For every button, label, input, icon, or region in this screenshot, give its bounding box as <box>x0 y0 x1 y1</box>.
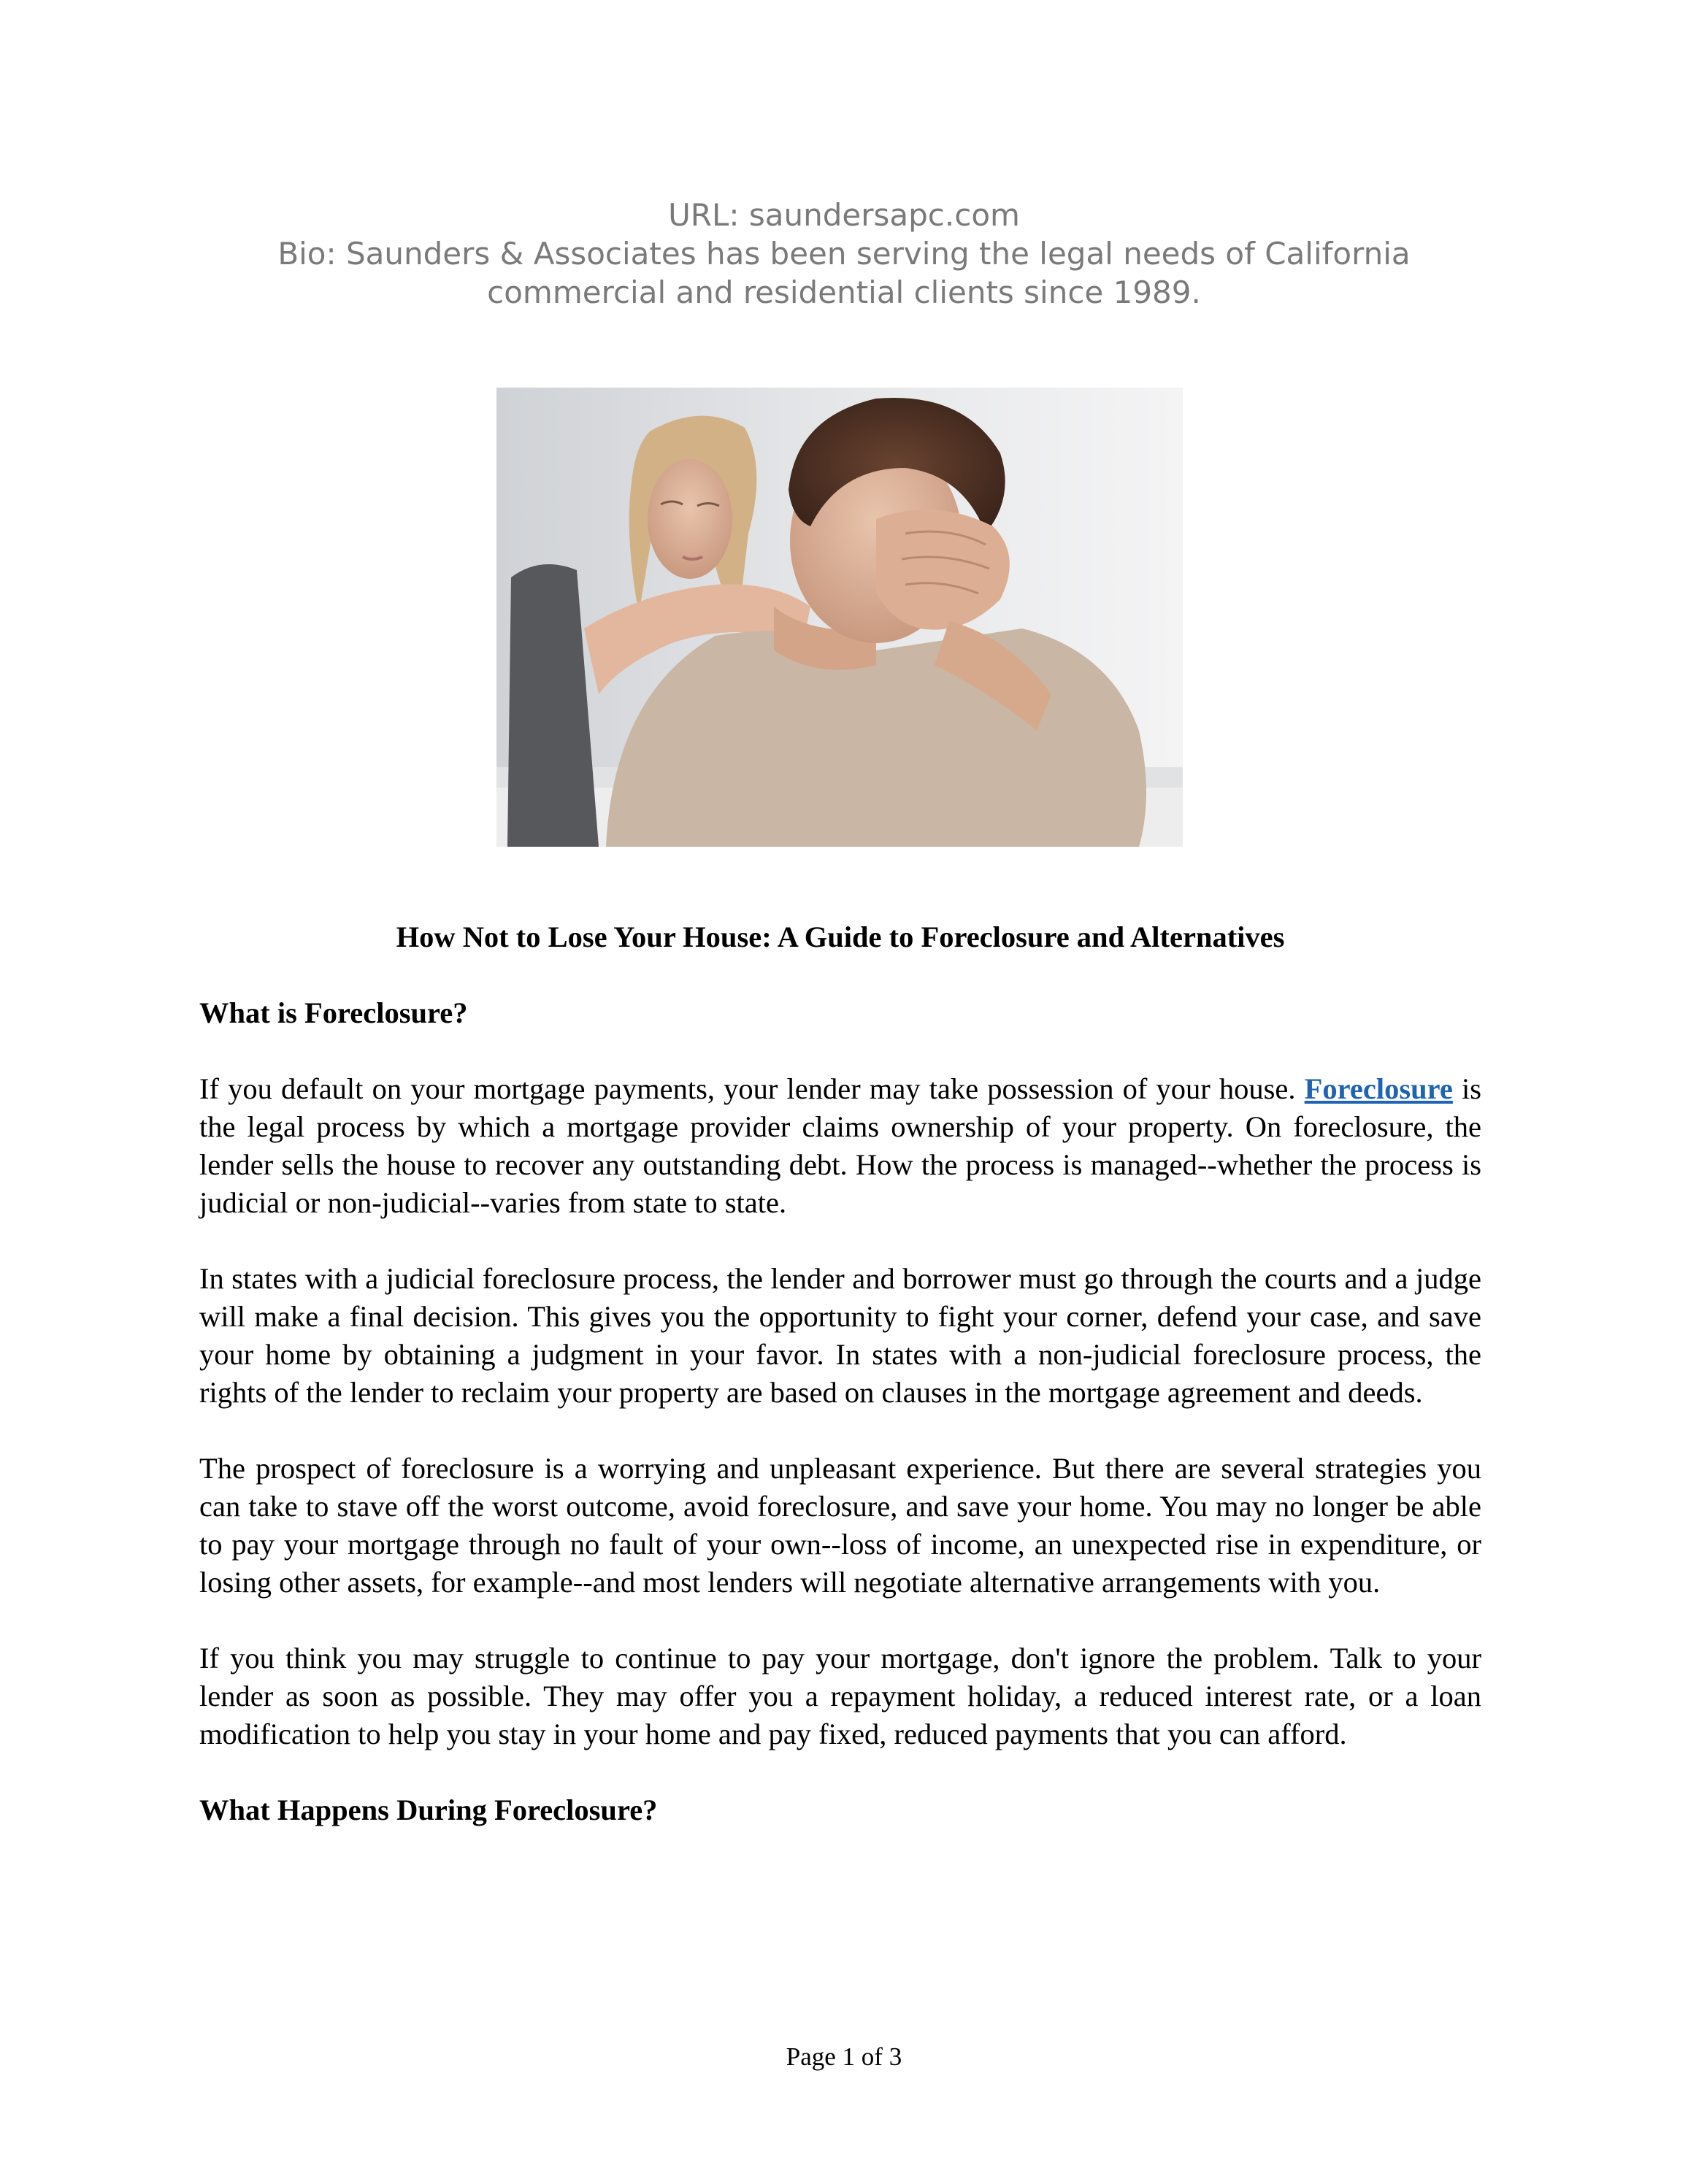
paragraph-1 <box>199 1070 1481 1222</box>
paragraph-2: In states with a judicial foreclosure process, the lender and borrower must go through the courts and a judge will make a final decision. This gives you the opportunity to fight your corner, defend your case, and save your home by obtaining a judgment in your favor. In states with a non-judicial foreclosure process, the rights of the lender to reclaim your property are based on clauses in the mortgage agreement and deeds. <box>199 1262 1481 1409</box>
paragraph-1-intro: If you default on your mortgage payments, your lender may take possession of your house. <box>199 1072 1305 1105</box>
section-heading-what-is-foreclosure: What is Foreclosure? <box>199 996 468 1029</box>
url-line: URL: saundersapc.com <box>668 197 1020 233</box>
article-body <box>199 918 1481 1867</box>
paragraph-1-rest: is the legal process by which a mortgage provider claims ownership of your property. On foreclosure, the lender sells the house to recover any outstanding debt. How the process is managed--whether the process is judicial or non-judicial--varies from state to state. <box>199 1072 1482 1219</box>
article-title: How Not to Lose Your House: A Guide to Foreclosure and Alternatives <box>396 920 1285 953</box>
page-number: Page 1 of 3 <box>786 2042 902 2071</box>
section-heading-what-happens: What Happens During Foreclosure? <box>199 1793 658 1826</box>
foreclosure-link[interactable]: Foreclosure <box>1304 1072 1453 1105</box>
paragraph-4: If you think you may struggle to continue to pay your mortgage, don't ignore the problem. Talk to your lender as soon as possible. They may offer you a repayment holiday, a reduced interest rate, or a loan modification to help you stay in your home and pay fixed, reduced payments that you can afford. <box>199 1642 1481 1750</box>
article-photo <box>496 388 1183 847</box>
bio-line-2: commercial and residential clients since 1989. <box>487 274 1201 310</box>
bio-line-1: Bio: Saunders & Associates has been serving the legal needs of California <box>277 236 1411 272</box>
document-header <box>0 196 1688 312</box>
paragraph-3: The prospect of foreclosure is a worrying and unpleasant experience. But there are several strategies you can take to stave off the worst outcome, avoid foreclosure, and save your home. You may no longer be able to pay your mortgage through no fault of your own--loss of income, an unexpected rise in expenditure, or losing other assets, for example--and most lenders will negotiate alternative arrangements with you. <box>199 1452 1481 1599</box>
